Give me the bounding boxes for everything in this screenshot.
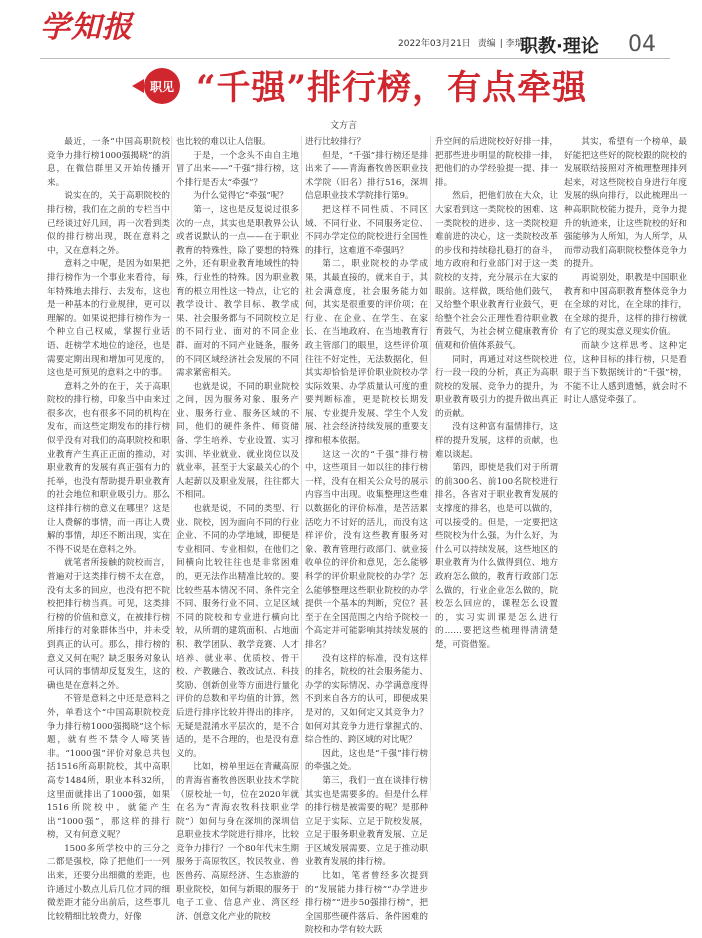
issue-meta: 2022年03月21日 责编 | 李瑞 [398,39,524,49]
article-column-4 [435,136,558,653]
paragraph: 意料之外的在于，关于高职院校的排行榜，印象当中由来过很多次，也有很多不同的机构在发布，而这些定期发布的排行榜似乎没有对我们的高职院校和职业教育产生真正正面的推动，对职业教育的发展有真正强有力的托举，也没有帮助提升职业教育的社会地位和职业吸引力。那么这样排行榜的意义在哪里？这是让人费解的事情，而一再让人费解的事情，却还不断出现，实在不得不说是在意料之外。 [47,381,170,555]
paragraph: 于是，一个念头不由自主地冒了出来——“千强”排行榜，这个排行是否太“牵强”？ [176,150,299,188]
paragraph: 1500多所学校中的三分之二都是强校，除了把他们一一列出来，还要分出细微的差距，也许通过小数点儿后几位才同的细微差距才能分出前后，这些事儿比较精细比较费力，好像 [47,843,170,922]
paragraph: 然后，把他们放在大众，让大家看到这一类院校的困难、这一类院校的进步、这一类院校迎难前进的决心，这一类院校改革的步伐和持续稳扎稳打的奋斗，地方政府和行业部门对于这一类院校的支持，充分展示在大家的眼前。这样做，既给他们鼓气，又给整个职业教育行业鼓气，更给整个社会公正理性看待职业教育鼓气，为社会树立健康教育价值观和价值体系鼓气。 [435,191,558,351]
paragraph: 再说别处，职教是中国职业教育和中国高职教育整体竞争力在全球的对比，在全球的排行，在全球的提升，这样的排行榜就有了它的现实意义现实价值。 [564,272,687,338]
paragraph: 第二，职业院校的办学成果，其最直接的，就来自于，其社会满意度，社会服务能力如何，其实是很重要的评价项；在行业、在企业、在学生、在家长、在当地政府、在当地教育行政主管部门的眼里，这些评价项往往不好定性，无法数据化，但其实却恰恰是评价职业院校办学实际效果、办学质量认可度的重要判断标准，更是院校长期发展、专业提升发展、学生个人发展、社会经济持续发展的重要支撑和根本依据。 [305,259,428,447]
page-number: 04 [628,32,656,57]
paragraph: 比如，笔者曾经多次提到的“发展能力排行榜”“办学进步排行榜”“进步50强排行榜”，把全国那些硬件落后、条件困难的院校和办学有较大跃 [305,871,428,936]
badge-speech-tail [132,79,144,93]
paragraph: 升空间的后进院校好好排一排，把那些进步明显的院校排一排，把他们的办学经验提一提、排一排。 [435,137,558,188]
paragraph: 而缺少这样思考、这种定位，这种目标的排行榜，只是看眼于当下数据统计的“千强”榜，不能不让人感到遗憾，就会时不时让人感觉牵强了。 [564,340,687,406]
header-divider [40,58,670,59]
column-divider [301,136,302,791]
paragraph: 第三，我们一直在谈排行榜其实也是需要多的。但是什么样的排行榜是被需要的呢？是那种立足于实际、立足于院校发展，立足于服务职业教育发展、立足于区域发展需要、立足于推动职业教育发展的排行榜。 [305,775,428,868]
paragraph: 也就是说，不同的类型、行业、院校，因为面向不同的行业企业、不同的办学地域，即便是专业相同、专业相似，在他们之间横向比较往往也是非常困难的，更无法作出精准比较的。要比较些基本情况不同、条件完全不同、服务行业不同、立足区域不同的院校和专业进行横向比较，从所谓的建筑面积、占地面积、教学团队、教学竞赛、人才培养、就业率、优质校、骨干校、产教融合、教改试点、科技奖励、创新创业等方面进行量化评价的总数和平均值的计算，然后进行排序比较并得出的排序，无疑是混淆水平层次的，是不合适的，是不合理的，也是没有意义的。 [176,504,299,759]
paragraph: 因此，这也是“千强”排行榜的牵强之处。 [305,748,428,773]
paragraph: 没有这样的标准，没有这样的排名，院校的社会服务能力、办学的实际情况、办学满意度得不到来自各方的认可，即便成果是对的，又如何定又其竞争力？如何对其竞争力进行掌握式的、综合性的、跨区域的对比呢？ [305,653,428,746]
paragraph: 进行比较排行？ [305,137,366,147]
paragraph: 但是，“千强”排行榜还是排出来了——青海畜牧兽医职业技术学院（旧名）排行516，深圳信息职业技术学院排行第9。 [305,150,428,202]
paragraph: 不管是意料之中还是意料之外，单看这个“中国高职院校竞争力排行榜1000强揭晓”这个标题，就有些不禁令人啼笑皆非。“1000强”评价对象总共包括1516所高职院校，其中高职高专1484所，职业本科32所，这里面就排出了1000强，如果1516所院校中，就能产生出“1000强”，那这样的排行榜，又有何意义呢？ [47,694,170,841]
paragraph: 也比较的难以让人信服。 [176,137,271,147]
article-title: “千强”排行榜，有点牵强 [196,68,588,108]
article-author: 文方言 [330,121,358,131]
paragraph: 比如，榜单里远在青藏高原的青海省畜牧兽医职业技术学院（原校址一句，位在2020年就在名为“青海农牧科技职业学院”）如何与身在深圳的深圳信息职业技术学院进行排序，比较竞争力排行？一个80年代末生期服务于高原牧区，牧民牧业、兽医兽药、高原经济、生态旅游的职业院校，如何与新眼的服务于电子工业、信息产业、湾区经济、创意文化产业的院校 [176,762,299,922]
issue-date: 2022年03月21日 [398,39,471,49]
paragraph: 也就是说，不同的职业院校之间，因为服务对象、服务产业、服务行业、服务区域的不同，他们的硬件条件、师资储备、学生培养、专业设置、实习实训、毕业就业、就业岗位以及就业率，甚至于大家最关心的个人起薪以及职业发展，往往都大不相同。 [176,381,299,501]
paragraph: 说实在的，关于高职院校的排行榜，我们在之前的专栏当中已经谈过好几回，再一次看到类似的排行榜出现，既在意料之中，又在意料之外。 [47,191,170,256]
article-column-3 [305,136,428,938]
paragraph: 就笔者所接触的院校而言，普遍对于这类排行榜不太在意，没有太多的回应，也没有把不院校把排行榜当真。可见，这类排行榜的价值和意义，在被排行榜所排行的对象群体当中，并未受到真正的认可。那么，排行榜的意义又何在呢？缺乏服务对象认可认同的事情却反复发生，这的确也是在意料之外。 [47,558,170,691]
column-divider [430,136,431,791]
editor-label: 责编 [477,39,496,49]
column-divider [171,136,172,791]
paragraph: 其实，希望有一个榜单，最好能把这些好的院校跟的院校的发展联结接照对齐梳理整理排列起来，对这些院校自身进行年度发展的纵向排行，以此梳理出一种高职院校能力提升，竞争力提升的轨迹来，让这些院校的好和强能够为人所知，为人所学，从而带动我们高职院校整体竞争力的提升。 [564,137,687,270]
paragraph: 最近，一条“中国高职院校竞争力排行榜1000强揭晓”的消息，在微信群里又开始传播开来。 [47,137,170,188]
article-column-1 [47,136,170,924]
paragraph: 为什么觉得它“牵强”呢？ [193,191,288,202]
paragraph: 第一，这也是反复说过很多次的一点，其实也是职教界公认或者说默认的一点——在于职业教育的特殊性，除了要想的特殊之外，还有职业教育地域性的特殊，行业性的特殊。因为职业教育的根立用性这一特点，让它的教学设计、教学目标、教学成果、社会服务都与不同院校立足的不同行业、面对的不同企业群、面对的不同产业链条，服务的不同区域经济社会发展的不同需求紧密相关。 [176,204,299,379]
paragraph: 同时，再通过对这些院校进行一段一段的分析，真正为高职院校的发展、竞争力的提升，为职业教育吸引力的提升做出真正的贡献。 [435,354,558,419]
section-title: 职教·理论 [520,36,599,57]
paragraph: 这这一次的“千强”排行榜中，这些项目一如以往的排行榜一样，没有在相关公众号的展示内容当中出现。收集整理这些难以数据化的评价标准，是苦活累活吃力不讨好的活儿，而没有这样评价，没有这些教育服务对象、教育管理行政部门、就业接收单位的评价和意见，怎么能够科学的评价职业院校的办学？怎么能够整理这些职业院校的办学提供一个基本的判断，究位？甚至于在全国范围之内给予院校一个高定并可能影响其持续发展的排名？ [305,449,428,650]
article-column-5 [564,136,687,408]
paragraph: 把这样不同性质、不同区域、不同行业、不同服务定位、不同办学定位的院校进行全国性的排行，这难道不牵强吗？ [305,204,428,256]
editor-name: 李瑞 [505,39,524,49]
paragraph: 第四，即使是我们对于所谓的前300名、前100名院校进行排名，各省对于职业教育发展的支撑度的排名，也是可以做的，可以接受的。但是，一定要把这些院校为什么强，为什么好，为什么可以持续发展，这些地区的职业教育为什么做得到位、地方政府怎么做的，教育行政部门怎么做的，行业企业怎么做的，院校怎么回应的，课程怎么设置的，实习实训课是怎么进行的……要把这些梳理得清清楚楚，可资借鉴。 [435,463,558,650]
paragraph: 没有这种富有温情排行，这样的提升发展，这样的贡献，也难以谈起。 [435,422,558,460]
column-badge: 职见 [144,68,180,104]
masthead-logo: 学知报 [40,10,133,45]
paragraph: 意料之中呢，是因为如果把排行榜作为一个事业来看待，每年特殊地去排行、去发布，这也是一种基本的行业规律，更可以理解的。如果说把排行榜作为一个种立自己权威，掌握行业话语、赶榜学术地位的途径，也是需要定期出现和增加可见度的，这也是可预见的意料之中的事。 [47,259,170,379]
article-column-2 [176,136,299,924]
page-header [0,0,702,60]
